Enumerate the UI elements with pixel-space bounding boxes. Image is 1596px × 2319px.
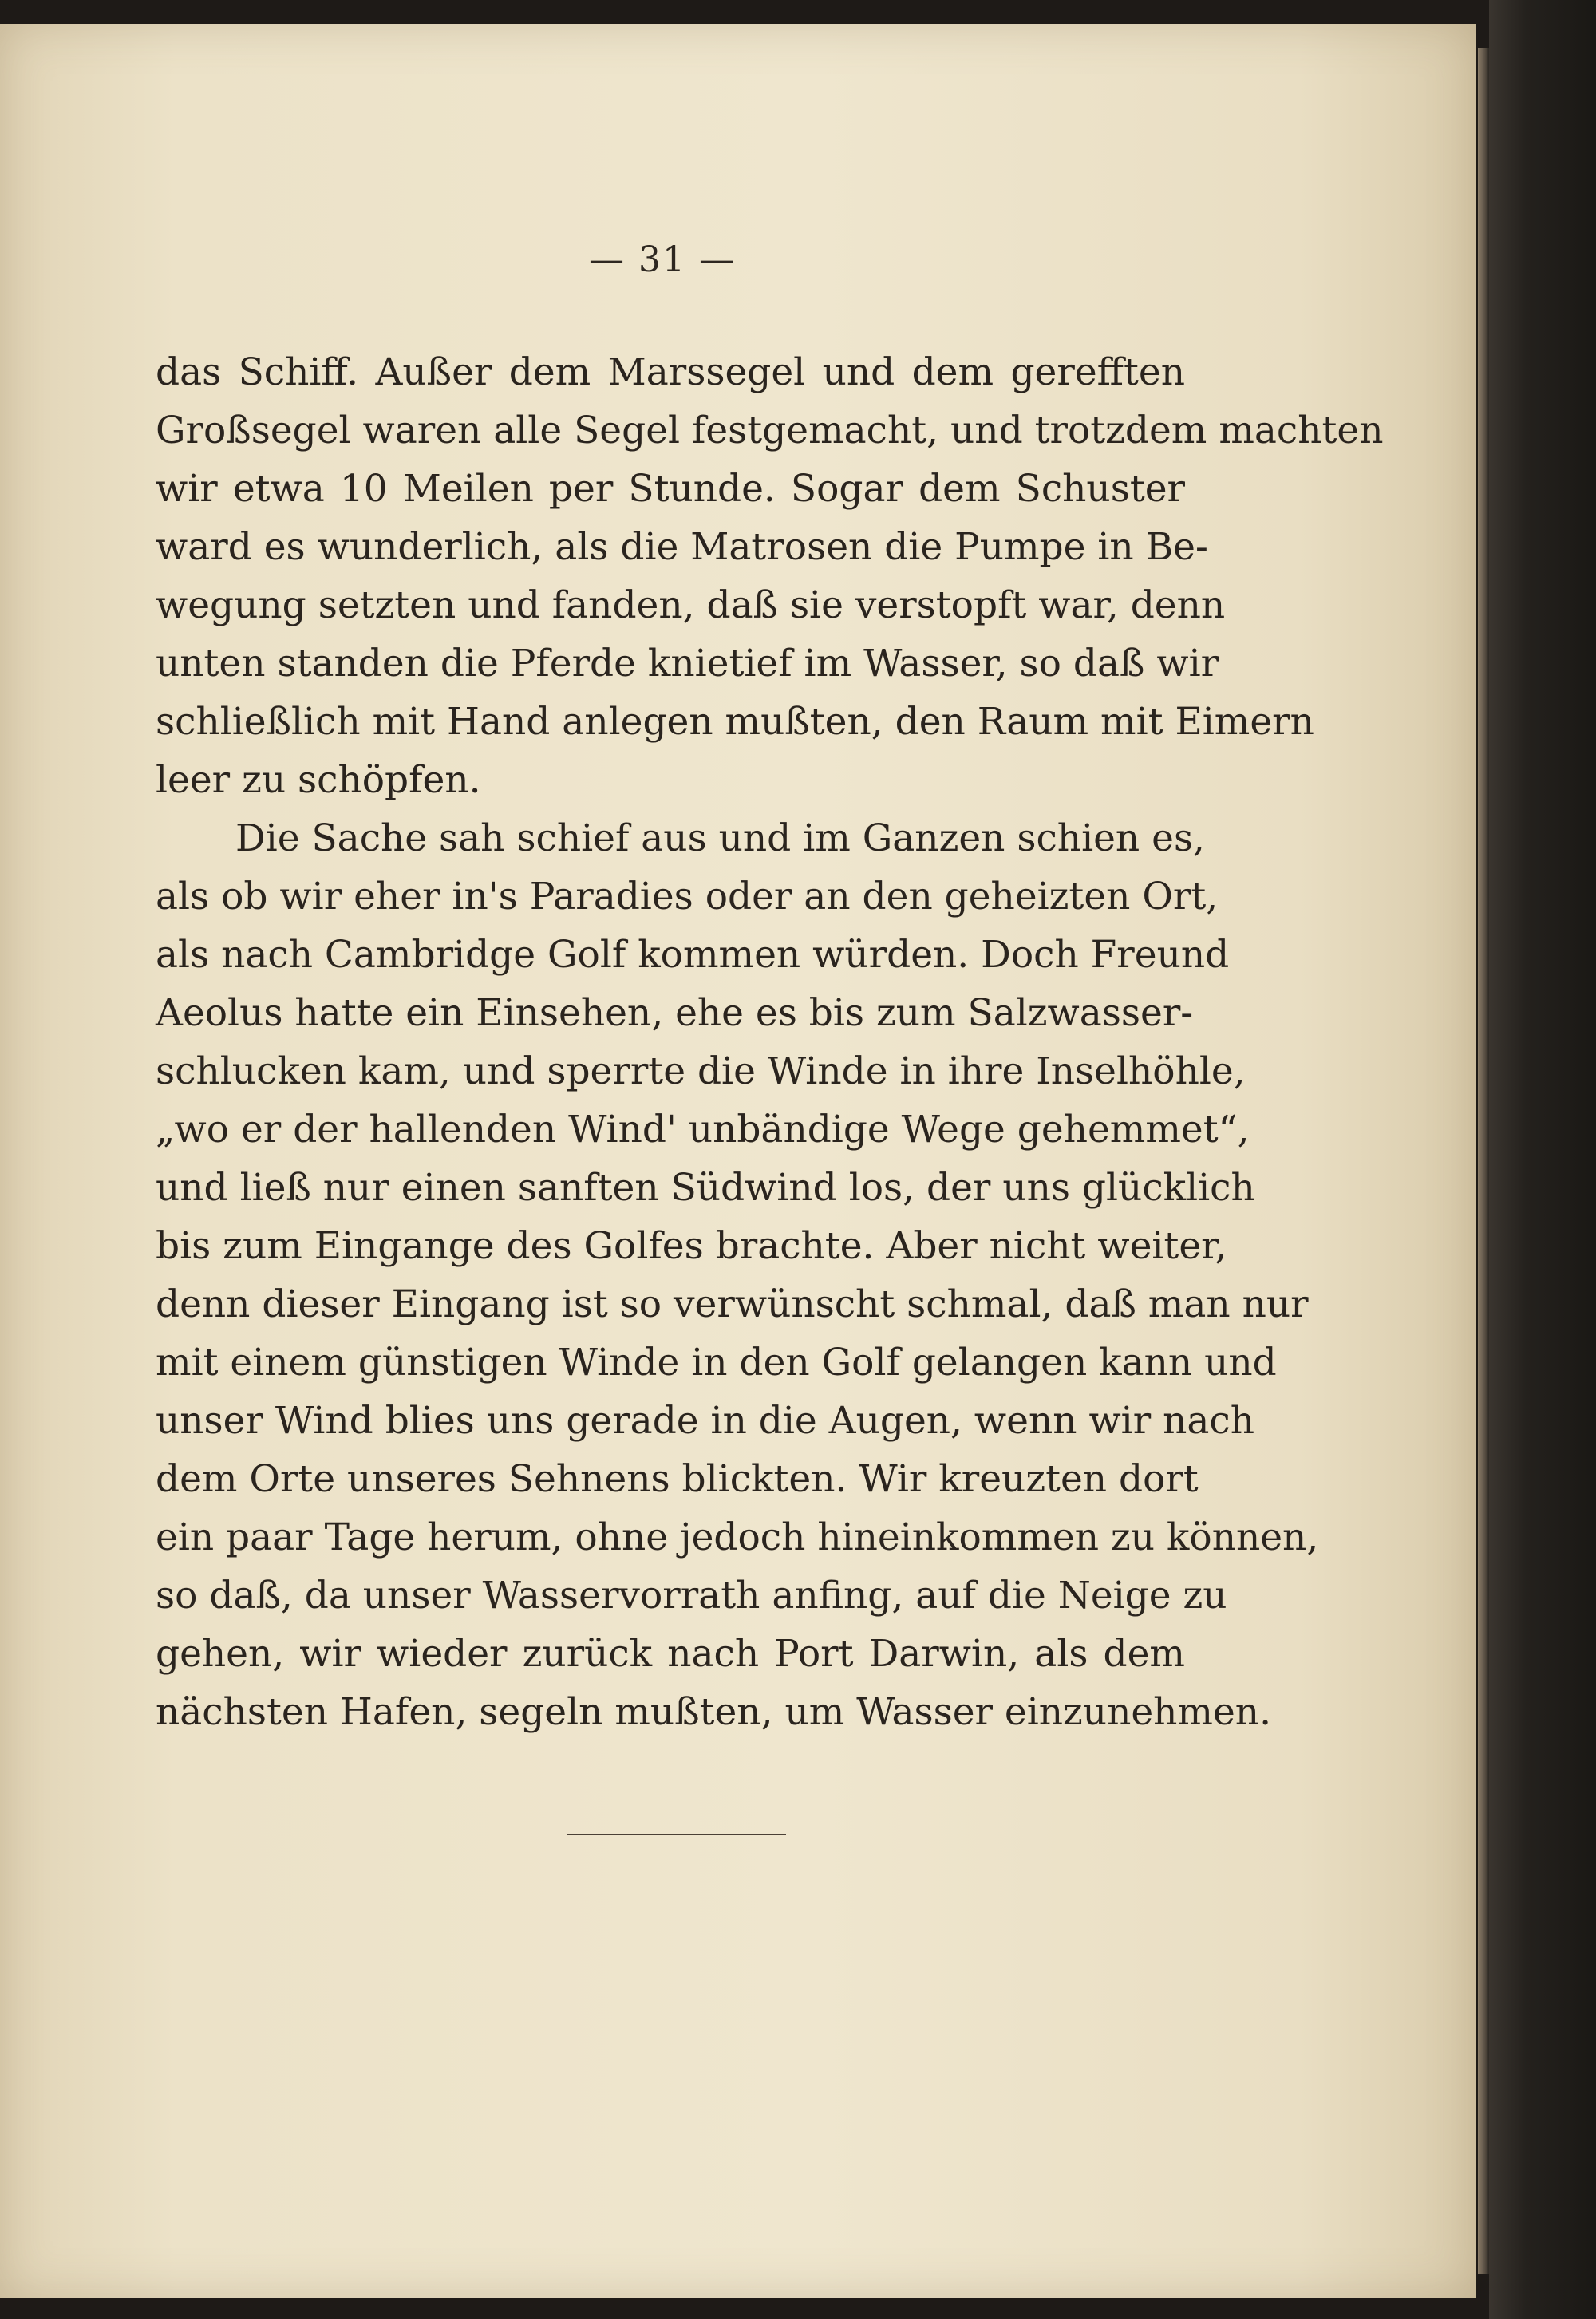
text-line: das Schiff. Außer dem Marssegel und dem gerefften xyxy=(156,350,1185,394)
text-line: schlucken kam, und sperrte die Winde in ihre Inselhöhle, xyxy=(156,1049,1246,1093)
text-line: als nach Cambridge Golf kommen würden. Doch Freund xyxy=(156,933,1230,977)
body-text xyxy=(156,343,1384,1741)
book-binding xyxy=(1489,0,1596,2319)
page-stack-edge xyxy=(1478,48,1489,2274)
text-line: nächsten Hafen, segeln mußten, um Wasser einzunehmen. xyxy=(156,1690,1272,1734)
text-line: Die Sache sah schief aus und im Ganzen schien es, xyxy=(235,816,1206,860)
section-end-rule xyxy=(567,1834,786,1835)
text-line: leer zu schöpfen. xyxy=(156,758,481,802)
page-number: — 31 — xyxy=(589,239,736,280)
text-line: unser Wind blies uns gerade in die Augen, wenn wir nach xyxy=(156,1399,1254,1443)
text-line: mit einem günstigen Winde in den Golf gelangen kann und xyxy=(156,1341,1277,1385)
text-line: denn dieser Eingang ist so verwünscht schmal, daß man nur xyxy=(156,1282,1309,1326)
text-line: Aeolus hatte ein Einsehen, ehe es bis zum Salzwasser- xyxy=(156,991,1194,1035)
text-line: Großsegel waren alle Segel festgemacht, und trotzdem machten xyxy=(156,409,1384,452)
text-line: dem Orte unseres Sehnens blickten. Wir kreuzten dort xyxy=(156,1457,1199,1501)
text-line: als ob wir eher in's Paradies oder an den geheizten Ort, xyxy=(156,875,1219,919)
text-line: gehen, wir wieder zurück nach Port Darwin, als dem xyxy=(156,1632,1185,1676)
text-line: bis zum Eingange des Golfes brachte. Aber nicht weiter, xyxy=(156,1224,1227,1268)
text-line: so daß, da unser Wasservorrath anfing, auf die Neige zu xyxy=(156,1574,1227,1618)
text-line: schließlich mit Hand anlegen mußten, den Raum mit Eimern xyxy=(156,700,1314,744)
book-page xyxy=(0,24,1476,2298)
text-line: ward es wunderlich, als die Matrosen die Pumpe in Be- xyxy=(156,525,1208,569)
text-line: ein paar Tage herum, ohne jedoch hineinkommen zu können, xyxy=(156,1515,1319,1559)
text-line: wegung setzten und fanden, daß sie verstopft war, denn xyxy=(156,583,1226,627)
text-line: wir etwa 10 Meilen per Stunde. Sogar dem Schuster xyxy=(156,467,1185,511)
paragraph xyxy=(156,343,1384,809)
paragraph xyxy=(156,809,1319,1741)
text-line: und ließ nur einen sanften Südwind los, der uns glücklich xyxy=(156,1166,1255,1210)
text-line: unten standen die Pferde knietief im Wasser, so daß wir xyxy=(156,642,1219,685)
text-line: „wo er der hallenden Wind' unbändige Wege gehemmet“, xyxy=(156,1108,1250,1152)
